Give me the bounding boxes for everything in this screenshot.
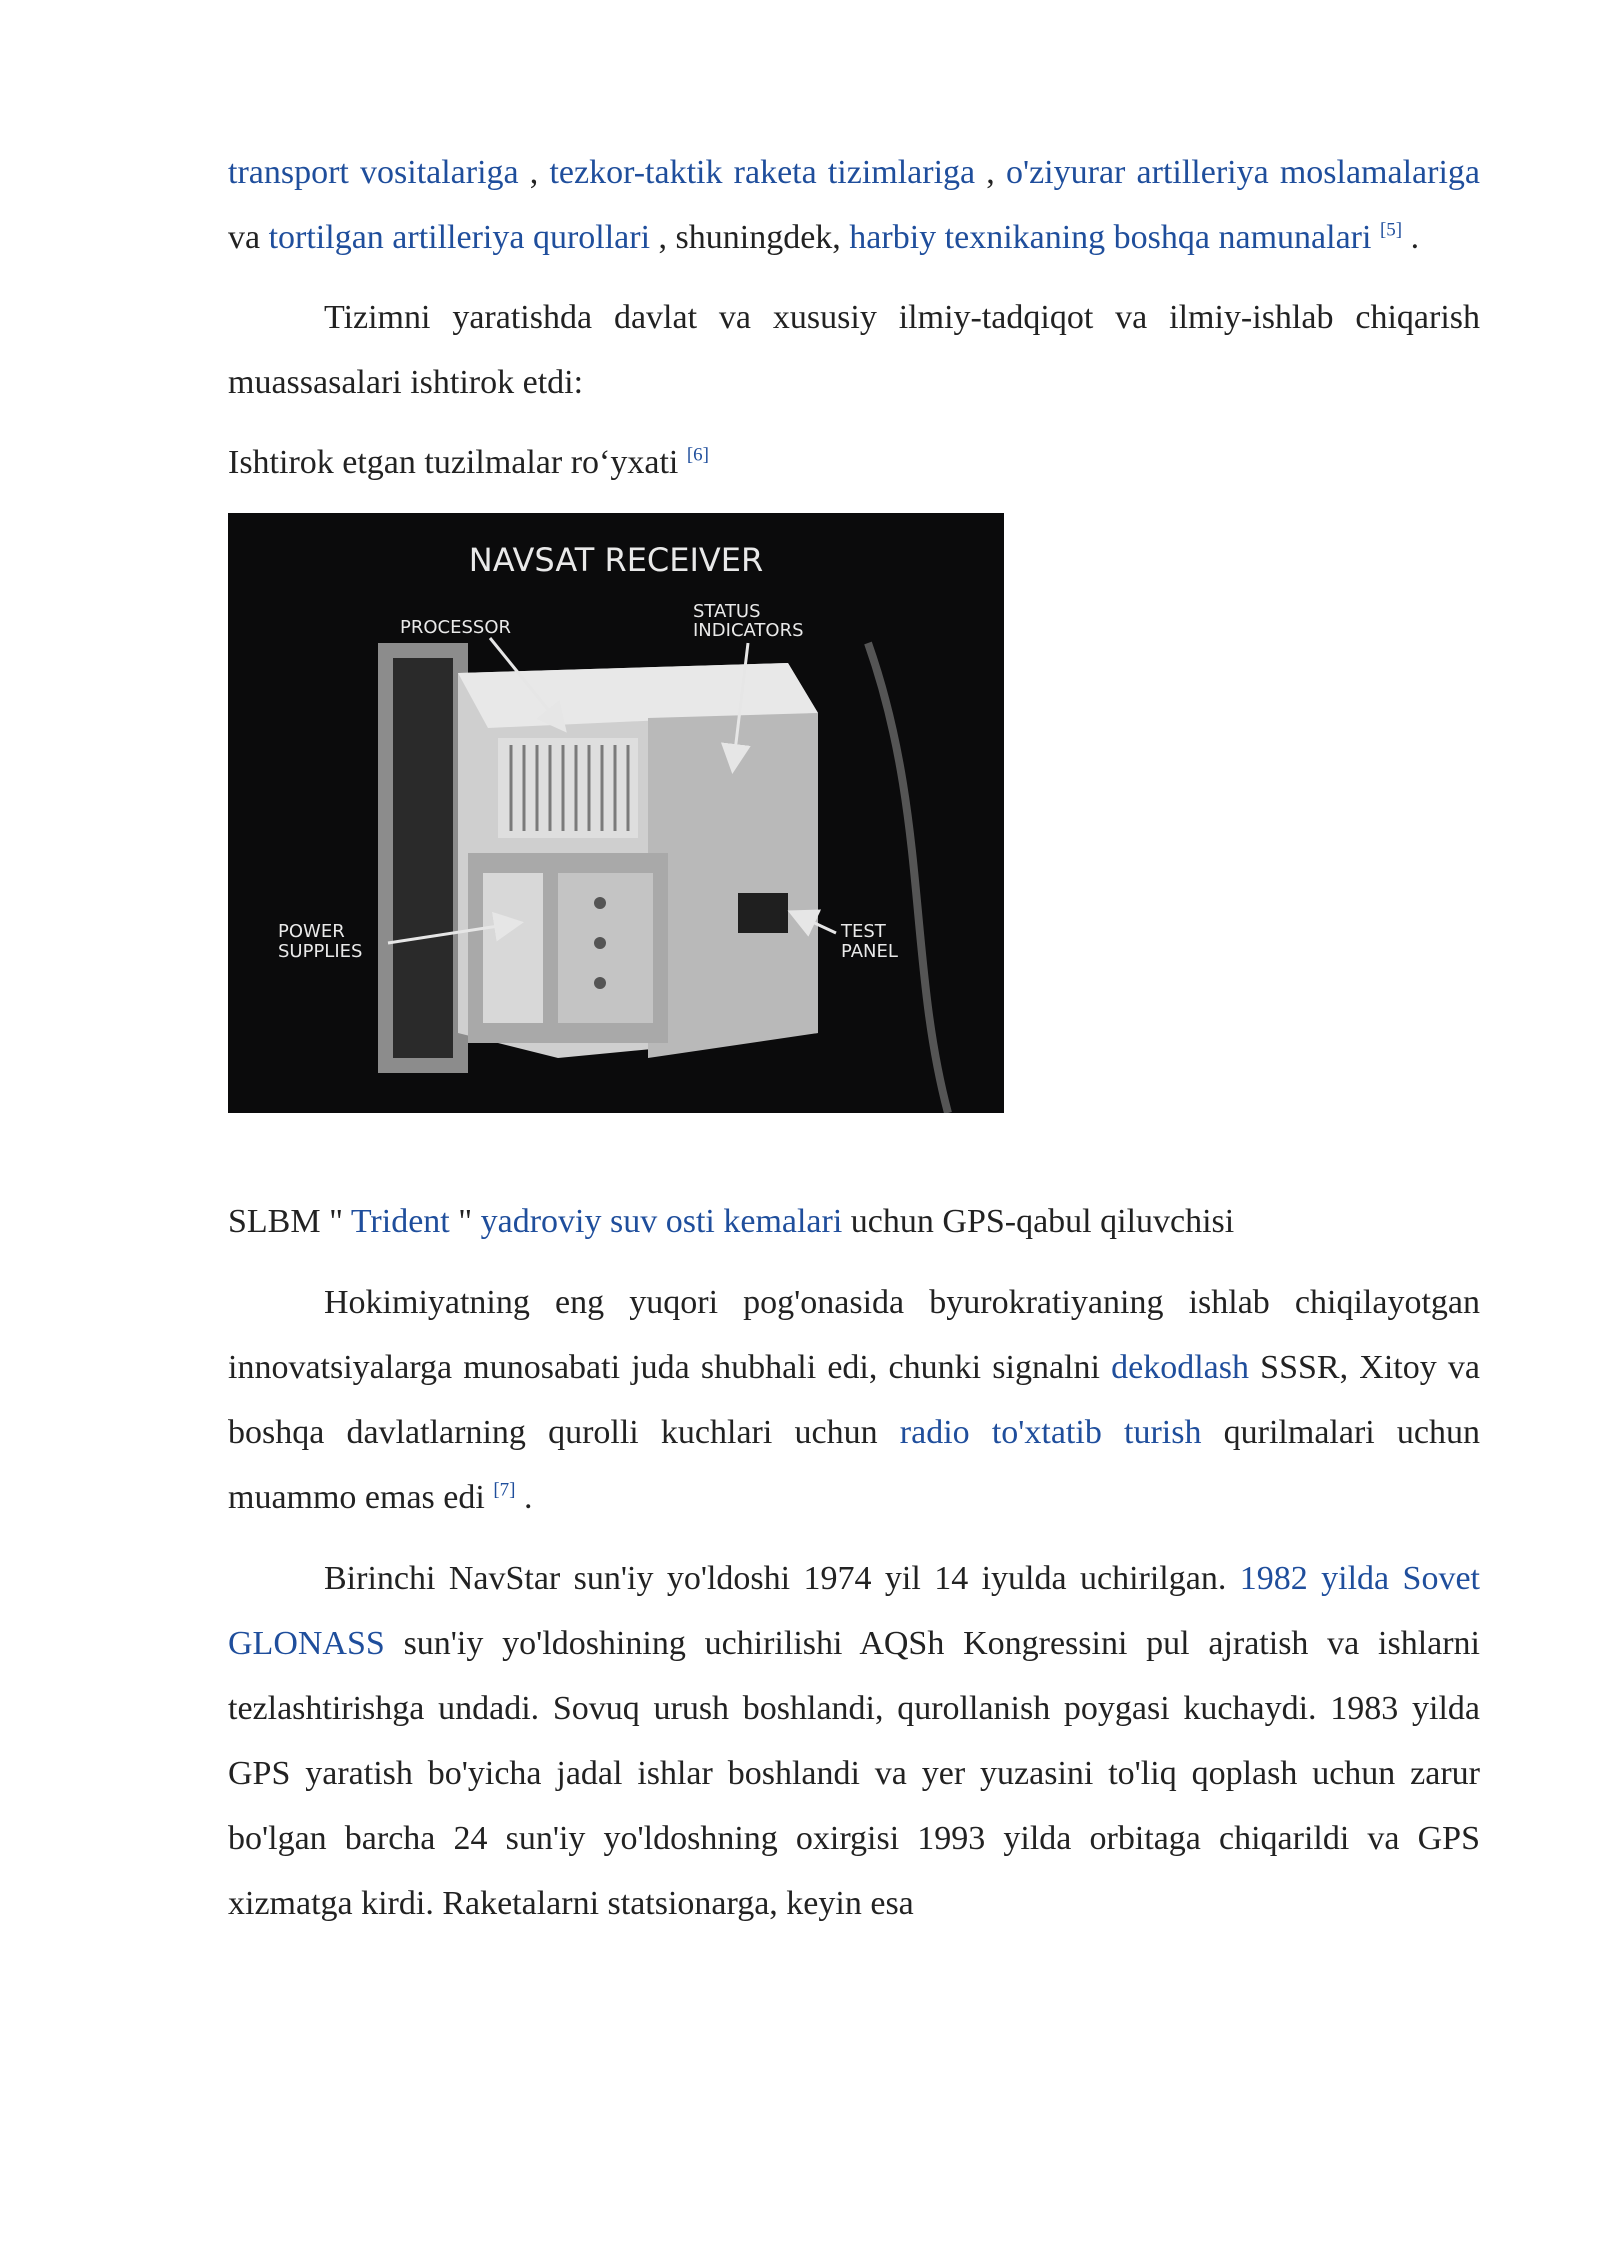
label-power-1: POWER <box>278 921 345 942</box>
link-radio-toxtatib-turish[interactable]: radio to'xtatib turish <box>899 1414 1202 1451</box>
label-status-1: STATUS <box>693 601 761 622</box>
text: SLBM " <box>228 1203 351 1240</box>
text: Birinchi NavStar sun'iy yo'ldoshi 1974 yil 14 iyulda uchirilgan. <box>324 1560 1240 1597</box>
figure-title: NAVSAT RECEIVER <box>468 541 764 579</box>
text: . <box>515 1479 533 1516</box>
text: , shuningdek, <box>650 219 850 256</box>
label-status-2: INDICATORS <box>693 620 804 641</box>
text: , <box>975 154 1006 191</box>
text: . <box>1402 219 1420 256</box>
navsat-receiver-photo <box>228 513 1004 1113</box>
label-processor: PROCESSOR <box>400 617 511 638</box>
text: uchun GPS-qabul qiluvchisi <box>842 1203 1235 1240</box>
link-tortilgan-artilleriya[interactable]: tortilgan artilleriya qurollari <box>268 219 651 256</box>
link-harbiy-texnika[interactable]: harbiy texnikaning boshqa namunalari <box>849 219 1372 256</box>
link-tezkor-taktik-raketa[interactable]: tezkor-taktik raketa tizimlariga <box>549 154 976 191</box>
paragraph-1 <box>228 140 1480 270</box>
link-oziyurar-artilleriya[interactable]: o'ziyurar artilleriya moslamalariga <box>1005 154 1480 191</box>
footnote-ref-6[interactable]: [6] <box>686 444 710 466</box>
label-test-1: TEST <box>841 921 886 942</box>
circuit-cards <box>498 738 638 838</box>
label-power-2: SUPPLIES <box>278 941 363 962</box>
text: " <box>449 1203 481 1240</box>
text: Hokimiyatning eng yuqori pog'onasida byurokratiyaning ishlab chiqilayotgan innovatsiyalarga munosabati juda shubhali edi, chunki signalni <box>228 1284 1480 1386</box>
link-dekodlash[interactable]: dekodlash <box>1111 1349 1249 1386</box>
paragraph-2: Tizimni yaratishda davlat va xususiy ilmiy-tadqiqot va ilmiy-ishlab chiqarish muassasalari ishtirok etdi: <box>228 299 1480 401</box>
link-1982-glonass[interactable]: 1982 yilda Sovet GLONASS <box>228 1560 1480 1662</box>
paragraph-5 <box>228 1546 1480 1936</box>
text: qurilmalari uchun muammo emas edi <box>228 1414 1480 1516</box>
paragraph-4 <box>228 1270 1480 1530</box>
photo-illustration <box>228 513 1004 1113</box>
figure-caption <box>228 1189 1480 1254</box>
link-yadroviy-suv-osti-kemalari[interactable]: yadroviy suv osti kemalari <box>480 1203 843 1240</box>
footnote-ref-5[interactable]: [5] <box>1379 219 1403 241</box>
text: , <box>518 154 550 191</box>
text: va <box>228 219 269 256</box>
footnote-ref-7[interactable]: [7] <box>493 1479 516 1501</box>
document-page <box>228 140 1480 1936</box>
test-panel-window <box>738 893 788 933</box>
text: sun'iy yo'ldoshining uchirilishi AQSh Kongressini pul ajratish va ishlarni tezlashtirishga undadi. Sovuq urush boshlandi, qurollanish poygasi kuchaydi. 1983 yilda GPS yaratish bo'yicha jadal ishlar boshlandi va yer yuzasini to'liq qoplash uchun zarur bo'lgan barcha 24 sun'iy yo'ldoshning oxirgisi 1993 yilda orbitaga chiqarildi va GPS xizmatga kirdi. Raketalarni statsionarga, keyin esa <box>228 1625 1480 1922</box>
paragraph-3 <box>228 430 1480 495</box>
text: SSSR, Xitoy va boshqa davlatlarning qurolli kuchlari uchun <box>228 1349 1481 1451</box>
text: Ishtirok etgan tuzilmalar ro‘yxati <box>228 444 687 481</box>
link-trident[interactable]: Trident <box>350 1203 450 1240</box>
label-test-2: PANEL <box>841 941 898 962</box>
link-transport-vositalariga[interactable]: transport vositalariga <box>228 154 519 191</box>
